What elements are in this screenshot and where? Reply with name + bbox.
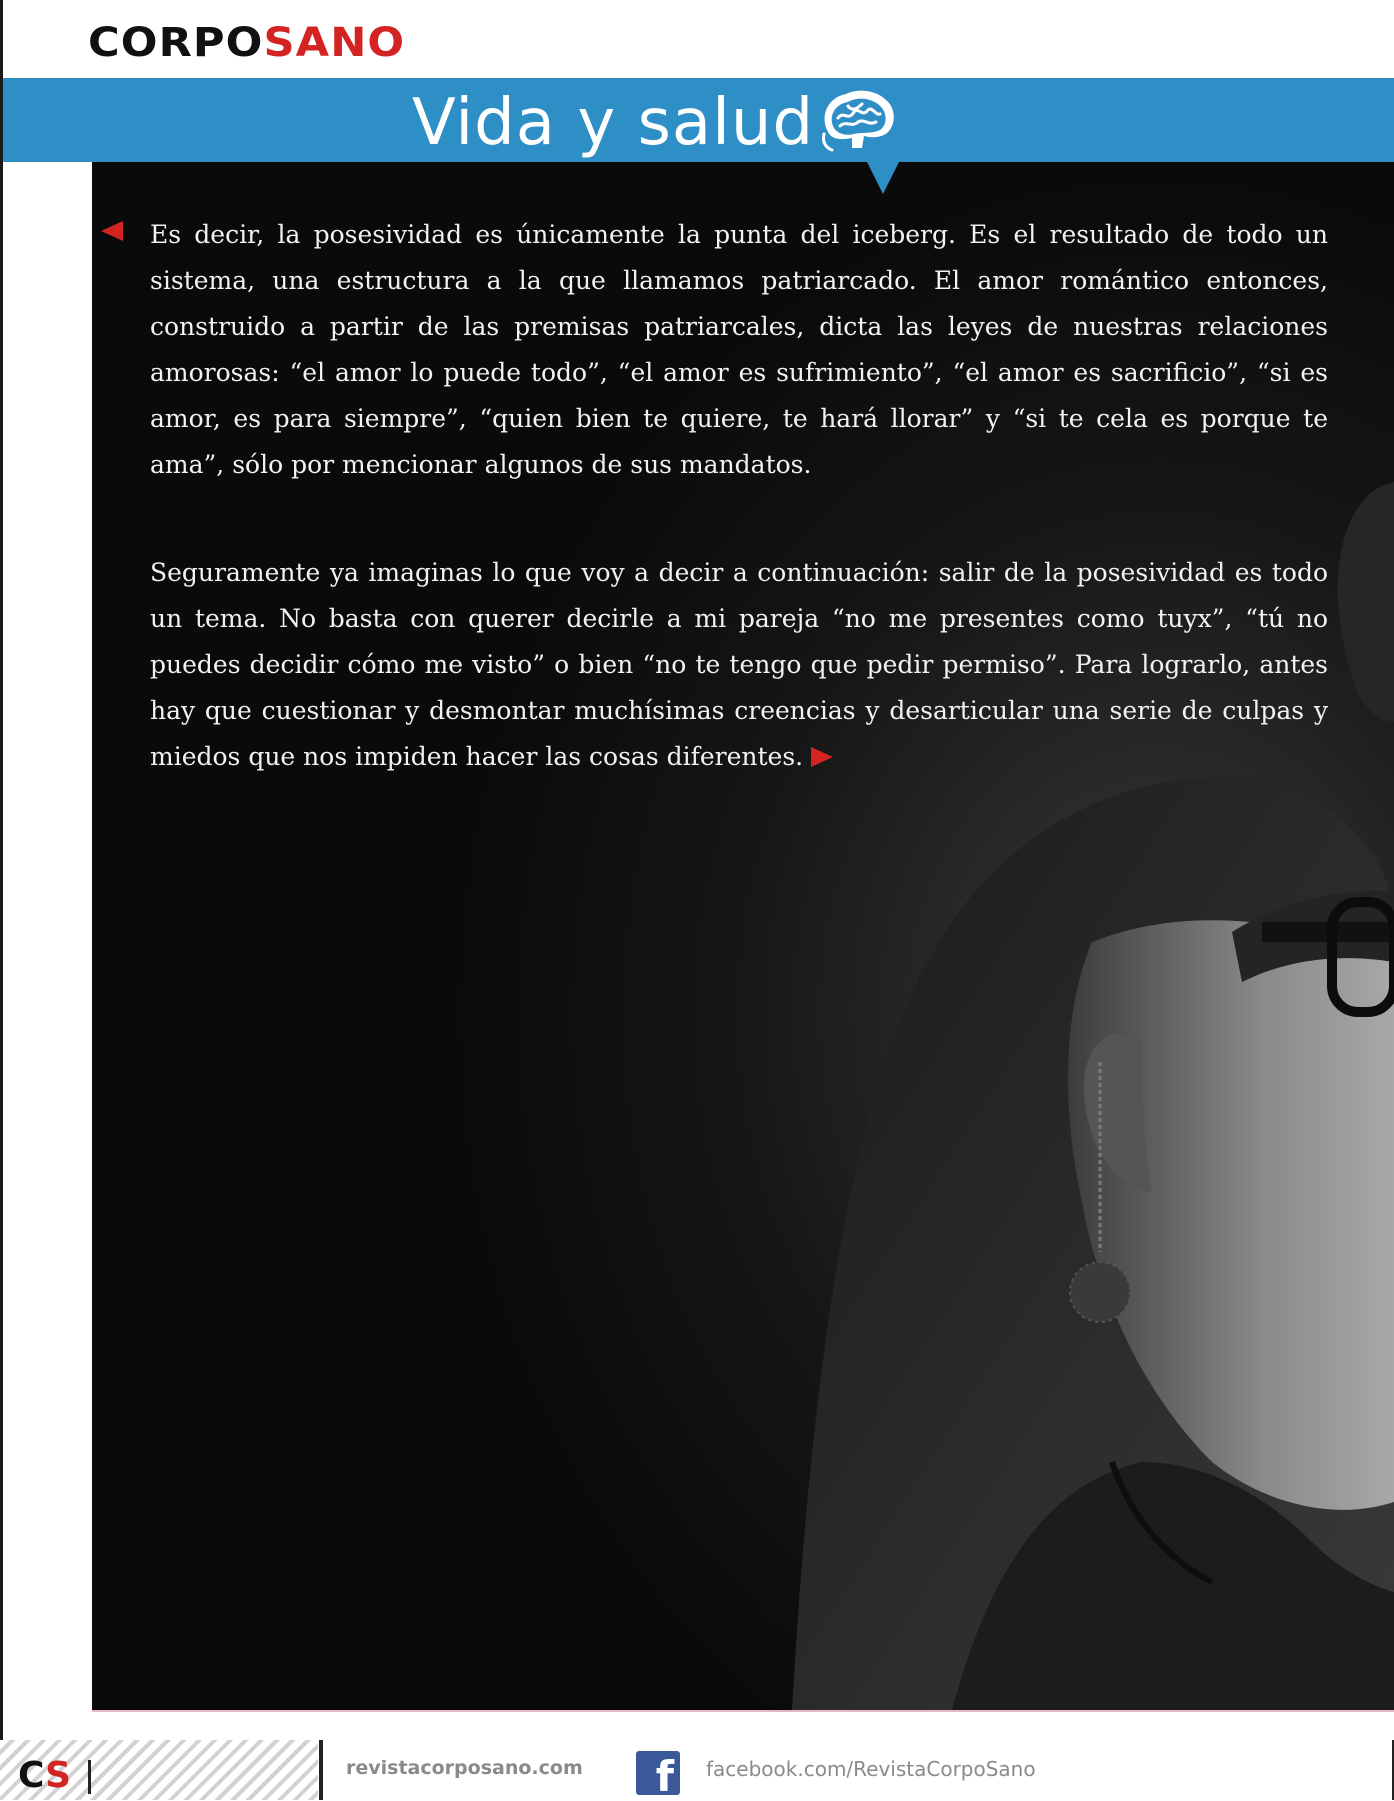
banner-pointer xyxy=(866,160,900,194)
footer-divider xyxy=(88,1760,91,1794)
page-left-rule xyxy=(0,0,3,1800)
page-footer xyxy=(0,1740,1394,1800)
logo-text-corpo: CORPO xyxy=(88,20,264,66)
footer-logo-s: S xyxy=(45,1755,72,1796)
facebook-glyph: f xyxy=(655,1752,674,1801)
footer-cs-logo xyxy=(18,1756,71,1796)
paragraph-text: Seguramente ya imaginas lo que voy a decir a continuación: salir de la posesividad es todo un tema. No basta con querer decirle a mi pareja “no me presentes como tuyx”, “tú no puedes decidir cómo me visto” o bien “no te tengo que pedir permiso”. Para lograrlo, antes hay que cuestionar y desmontar muchísimas creencias y desarticular una serie de culpas y miedos que nos impiden hacer las cosas diferentes. xyxy=(150,558,1328,771)
article-end-marker xyxy=(811,747,833,767)
footer-divider xyxy=(319,1740,323,1800)
facebook-icon[interactable] xyxy=(636,1751,680,1801)
article-paragraph xyxy=(150,550,1328,780)
paragraph-text: Es decir, la posesividad es únicamente la punta del iceberg. Es el resultado de todo un sistema, una estructura a la que llamamos patriarcado. El amor romántico entonces, construido a partir de las premisas patriarcales, dicta las leyes de nuestras relaciones amorosas: “el amor lo puede todo”, “el amor es sufrimiento”, “el amor es sacrificio”, “si es amor, es para siempre”, “quien bien te quiere, te hará llorar” y “si te cela es porque te ama”, sólo por mencionar algunos de sus mandatos. xyxy=(150,220,1328,479)
article-body xyxy=(150,212,1328,780)
brain-icon xyxy=(818,88,900,156)
footer-website-link[interactable]: revistacorposano.com xyxy=(346,1757,583,1779)
panel-bottom-border xyxy=(92,1710,1394,1712)
article-start-marker xyxy=(101,221,123,241)
footer-logo-c: C xyxy=(18,1755,46,1796)
magazine-logo xyxy=(88,20,405,66)
logo-text-sano: SANO xyxy=(263,20,406,66)
footer-facebook-link[interactable]: facebook.com/RevistaCorpoSano xyxy=(706,1757,1036,1781)
section-title: Vida y salud xyxy=(412,86,815,160)
article-paragraph xyxy=(150,212,1328,488)
